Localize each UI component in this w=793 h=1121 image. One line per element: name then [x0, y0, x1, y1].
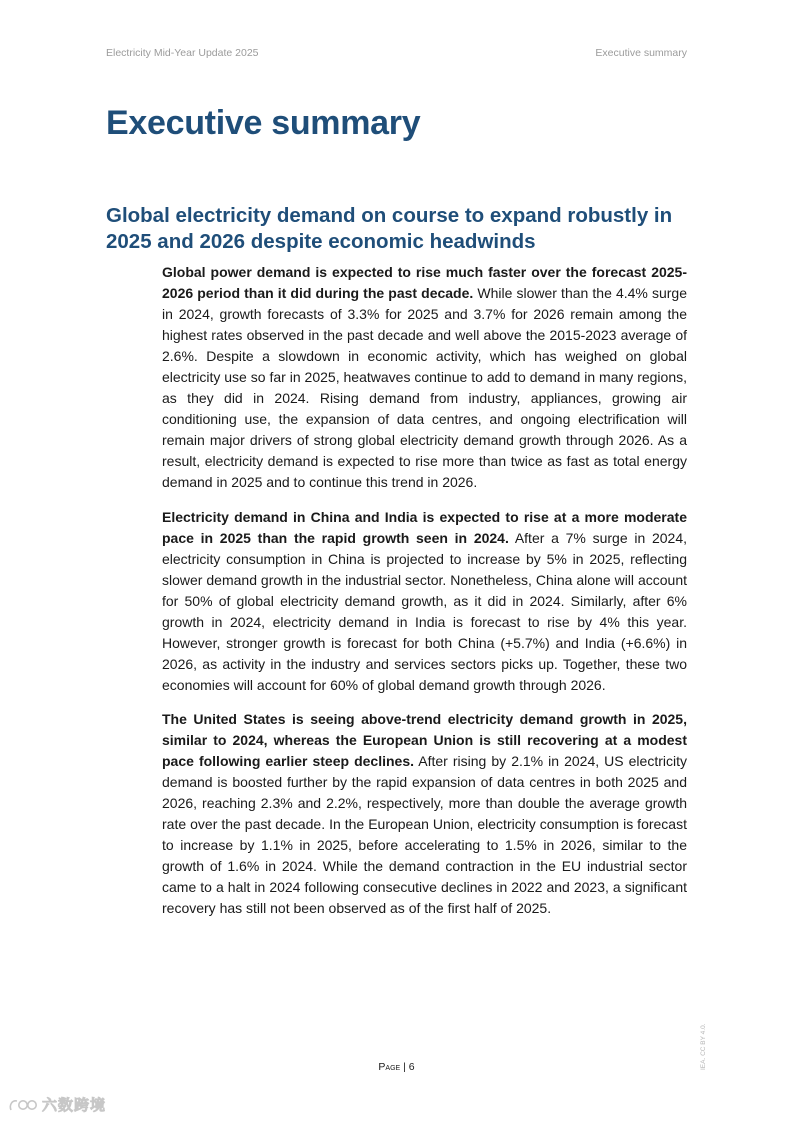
license-notice: IEA. CC BY 4.0. — [700, 1023, 707, 1070]
watermark — [8, 1094, 106, 1115]
paragraph-lead: Electricity demand in China and India is expected to rise at a more moderate pace in 2025 than the rapid growth seen in 2024. — [162, 508, 687, 546]
paragraph-global-demand — [162, 262, 687, 493]
page-separator: | — [400, 1061, 409, 1073]
body-text — [162, 262, 687, 933]
paragraph-text: After a 7% surge in 2024, electricity consumption in China is projected to increase by 5% in 2025, reflecting slower demand growth in the industrial sector. Nonetheless, China alone will account for 50% of global electricity demand growth, as it did in 2024. Similarly, after 6% growth in 2024, electricity demand in India is forecast to rise by 4% this year. However, stronger growth is forecast for both China (+5.7%) and India (+6.6%) in 2026, as activity in the industry and services sectors picks up. Together, these two economies will account for 60% of global demand growth through 2026. — [162, 529, 688, 693]
running-header — [106, 47, 687, 61]
watermark-text: 六数跨境 — [42, 1097, 107, 1114]
watermark-logo-icon — [8, 1096, 38, 1114]
paragraph-lead: The United States is seeing above-trend electricity demand growth in 2025, similar to 2024, whereas the European Union is still recovering at a modest pace following earlier steep declines. — [162, 711, 687, 769]
paragraph-us-eu — [162, 709, 687, 919]
page-number-footer — [0, 1061, 793, 1073]
paragraph-text: After rising by 2.1% in 2024, US electricity demand is boosted further by the rapid expansion of data centres in both 2025 and 2026, reaching 2.3% and 2.2%, respectively, more than double the average growth rate over the past decade. In the European Union, electricity consumption is forecast to increase by 1.1% in 2025, before accelerating to 1.5% in 2026, similar to the growth of 1.6% in 2024. While the demand contraction in the EU industrial sector came to a halt in 2024 following consecutive declines in 2022 and 2023, a significant recovery has still not been observed as of the first half of 2025. — [162, 753, 687, 916]
page-label: Page — [378, 1061, 401, 1073]
paragraph-china-india — [162, 507, 687, 696]
paragraph-lead: Global power demand is expected to rise much faster over the forecast 2025-2026 period than it did during the past decade. — [162, 264, 687, 301]
section-heading: Global electricity demand on course to expand robustly in 2025 and 2026 despite economic headwinds — [106, 204, 673, 253]
page-title: Executive summary — [106, 104, 421, 142]
page-number: 6 — [408, 1061, 415, 1073]
chapter-title: Executive summary — [595, 47, 687, 59]
paragraph-text: While slower than the 4.4% surge in 2024, growth forecasts of 3.3% for 2025 and 3.7% for 2026 remain among the highest rates observed in the past decade and well above the 2015-2023 average of 2.6%. Despite a slowdown in economic activity, which has weighed on global electricity use so far in 2025, heatwaves continue to add to demand in many regions, as they did in 2024. Rising demand from industry, appliances, growing air conditioning use, the expansion of data centres, and ongoing electrification will remain major drivers of strong global electricity demand growth through 2026. As a result, electricity demand is expected to rise more than twice as fast as total energy demand in 2025 and to continue this trend in 2026. — [162, 285, 687, 490]
report-title: Electricity Mid-Year Update 2025 — [106, 47, 259, 59]
